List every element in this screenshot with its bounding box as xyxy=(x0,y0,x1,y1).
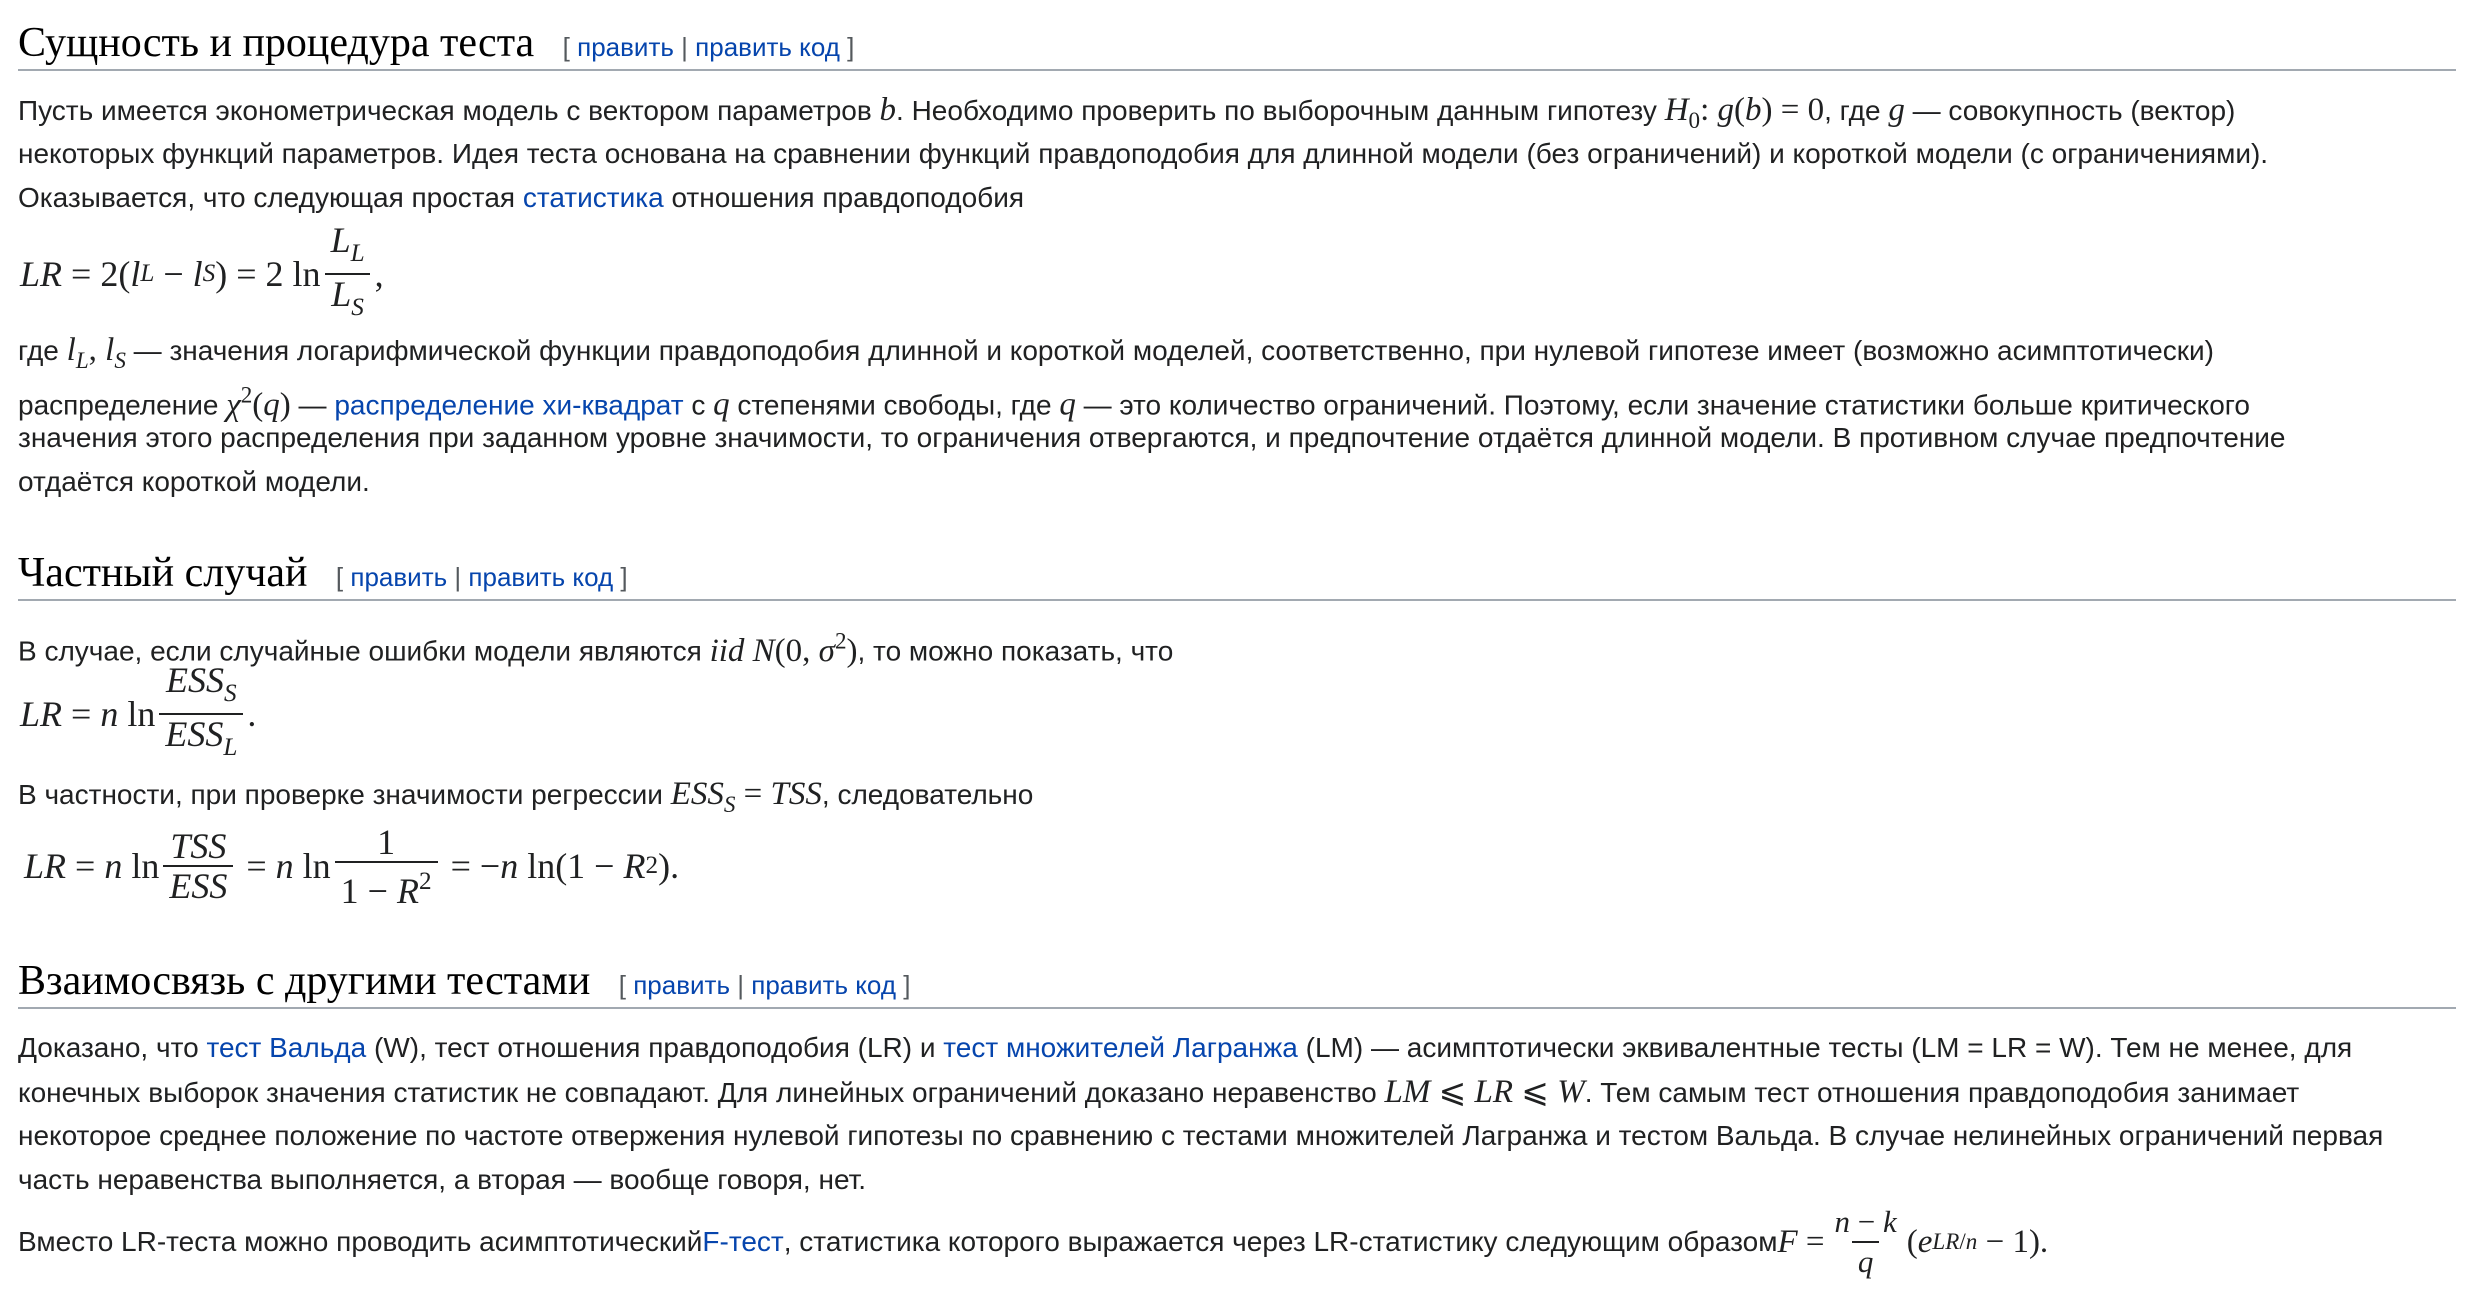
formula-lr-r2: LR = n ln $\frac{\text{TSS}}{\text{ESS}}$ = n ln $\frac{1}{1 - R^2}$ = − n ln(1 − R 2 ). xyxy=(24,821,680,911)
math-q: q xyxy=(713,386,730,423)
paragraph-line: Доказано, что тест Вальда (W), тест отношения правдоподобия (LR) и тест множителей Лагранжа (LM) — асимптотически эквивалентные тесты (LM = LR = W). Тем не менее, для xyxy=(18,1032,2353,1063)
section-divider xyxy=(18,69,2456,71)
edit-section-links: [ править | править код ] xyxy=(335,562,628,592)
paragraph-line: где $l_L$, $l_S$ — значения логарифмической функции правдоподобия длинной и короткой моделей, соответственно, при нулевой гипотезе имеет (возможно асимптотически) xyxy=(18,332,2214,374)
section-title: Взаимосвязь с другими тестами xyxy=(18,958,591,1004)
paragraph-line: Пусть имеется эконометрическая модель с вектором параметров b. Необходимо проверить по выборочным данным гипотезу $H_0$: g(b) = 0, где g — совокупность (вектор) xyxy=(18,92,2236,134)
paragraph-line: Вместо LR-теста можно проводить асимптотический F-тест , статистика которого выражается через LR-статистику следующим образом F = $\frac{n - k}{q}$ ( e LR/n − 1). xyxy=(18,1204,2049,1279)
edit-code-link[interactable]: править код xyxy=(468,562,614,592)
edit-link[interactable]: править xyxy=(350,562,448,592)
paragraph-line: распределение $\chi^2(q)$ — распределение хи-квадрат с q степенями свободы, где q — это количество ограничений. Поэтому, если значение статистики больше критического xyxy=(18,381,2250,423)
math-g: g xyxy=(1888,92,1905,128)
paragraph-line: отдаётся короткой модели. xyxy=(18,466,370,497)
math-inequality: LM ⩽ LR ⩽ W xyxy=(1384,1074,1585,1110)
paragraph-line: В частности, при проверке значимости регрессии $ESS_S$ = TSS, следовательно xyxy=(18,776,1034,818)
edit-code-link[interactable]: править код xyxy=(751,970,896,1000)
section-title: Сущность и процедура теста xyxy=(18,20,535,66)
formula-lr-ess: LR = n ln $\frac{ESS_S}{ESS_L}$ . xyxy=(20,668,256,760)
section-title: Частный случай xyxy=(18,550,308,596)
math-ess-tss: $ESS_S$ = TSS xyxy=(670,776,822,818)
math-chi2: $\chi^2(q)$ xyxy=(226,381,291,423)
paragraph-line: часть неравенства выполняется, а вторая — вообще говоря, нет. xyxy=(18,1164,867,1195)
paragraph-line: значения этого распределения при заданном уровне значимости, то ограничения отвергаются, и предпочтение отдаётся длинной модели. В противном случае предпочтение xyxy=(18,422,2286,453)
formula-f-stat: F = $\frac{n - k}{q}$ ( e LR/n − 1). xyxy=(1777,1204,2049,1279)
edit-code-link[interactable]: править код xyxy=(695,32,840,62)
section-heading-essence xyxy=(18,22,854,64)
statistic-link[interactable]: статистика xyxy=(522,182,664,213)
math-lL-lS: $l_L$, $l_S$ xyxy=(66,332,126,374)
wald-test-link[interactable]: тест Вальда xyxy=(206,1032,367,1063)
edit-link[interactable]: править xyxy=(577,32,674,62)
edit-section-links: [ править | править код ] xyxy=(562,32,855,62)
section-divider xyxy=(18,599,2456,601)
paragraph-line: некоторых функций параметров. Идея теста основана на сравнении функций правдоподобия для длинной модели (без ограничений) и короткой модели (с ограничениями). xyxy=(18,138,2269,169)
math-q: q xyxy=(1059,386,1076,423)
paragraph-line: Оказывается, что следующая простая статистика отношения правдоподобия xyxy=(18,182,1025,213)
math-b: b xyxy=(879,92,897,128)
math-iid-normal: iid N(0, $\sigma^2$) xyxy=(709,627,858,669)
chi-square-link[interactable]: распределение хи-квадрат xyxy=(334,389,684,421)
section-heading-special-case xyxy=(18,552,628,594)
math-hypothesis: $H_0$: g(b) = 0 xyxy=(1664,92,1825,134)
section-heading-relation xyxy=(18,960,910,1002)
paragraph-line: В случае, если случайные ошибки модели являются iid N(0, $\sigma^2$), то можно показать, что xyxy=(18,627,1174,669)
paragraph-line: некоторое среднее положение по частоте отвержения нулевой гипотезы по сравнению с тестами множителей Лагранжа и тестом Вальда. В случае нелинейных ограничений первая xyxy=(18,1120,2384,1151)
formula-lr-definition: LR = 2( l L − l S ) = 2 ln $\frac{L_L}{L_S}$ , xyxy=(20,228,384,320)
edit-link[interactable]: править xyxy=(633,970,731,1000)
section-divider xyxy=(18,1007,2456,1009)
paragraph-line: конечных выборок значения статистик не совпадают. Для линейных ограничений доказано неравенство LM ⩽ LR ⩽ W. Тем самым тест отношения правдоподобия занимает xyxy=(18,1074,2300,1110)
lagrange-test-link[interactable]: тест множителей Лагранжа xyxy=(943,1032,1298,1063)
edit-section-links: [ править | править код ] xyxy=(618,970,911,1000)
f-test-link[interactable]: F-тест xyxy=(702,1226,784,1257)
